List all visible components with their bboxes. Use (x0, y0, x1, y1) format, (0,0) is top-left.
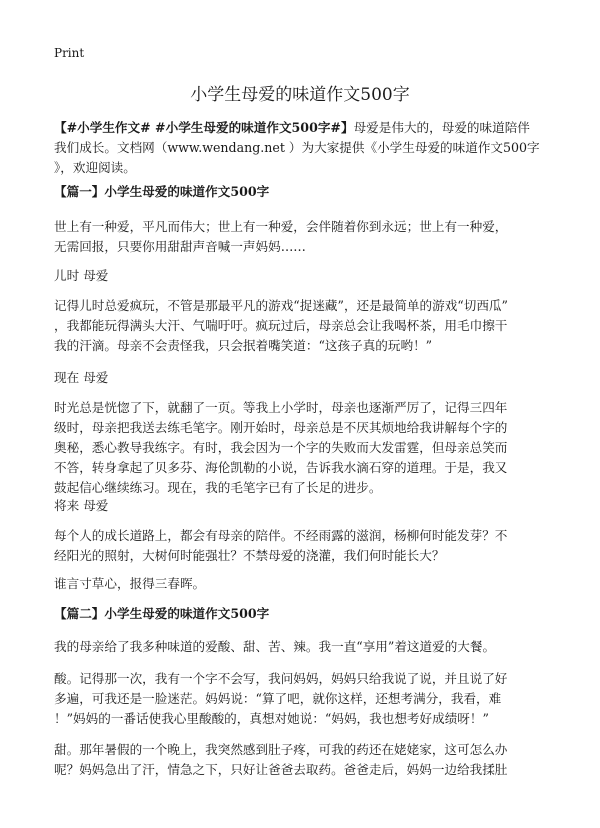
sec1-p3-line: 级时，母亲把我送去练毛笔字。刚开始时，母亲总是不厌其烦地给我讲解每个字的 (54, 420, 508, 435)
print-label: Print (54, 46, 85, 60)
sec2-p2-line: 酸。记得那一次，我有一个字不会写，我问妈妈，妈妈只给我说了说，并且说了好 (54, 671, 508, 686)
article-title: 小学生母爱的味道作文500字 (190, 85, 410, 105)
sec2-p2 (54, 669, 548, 729)
sec1-p2 (54, 296, 548, 356)
sec2-p1 (54, 637, 548, 657)
sec1-p4 (54, 526, 548, 566)
sec1-p4-line: 经阳光的照射，大树何时能强壮？不禁母爱的浇灌，我们何时能长大？ (54, 548, 445, 563)
sec1-p3-line: 时光总是恍惚了下，就翻了一页。等我上小学时，母亲也逐渐严厉了，记得三四年 (54, 400, 508, 415)
sec2-p3-line: 甜。那年暑假的一个晚上，我突然感到肚子疼，可我的药还在姥姥家，这可怎么办 (54, 742, 508, 757)
subheading-future: 将来 母爱 (54, 498, 109, 513)
sec2-p3-line: 呢？妈妈急出了汗，情急之下，只好让爸爸去取药。爸爸走后，妈妈一边给我揉肚 (54, 762, 508, 777)
intro-tag: 【#小学生作文# #小学生母爱的味道作文500字#】 (54, 120, 354, 135)
intro-line-1 (54, 118, 548, 138)
subheading-now: 现在 母爱 (54, 370, 109, 385)
sec1-p1-line: 世上有一种爱，平凡而伟大；世上有一种爱，会伴随着你到永远；世上有一种爱， (54, 219, 508, 234)
sec1-p5 (54, 574, 548, 594)
sec1-p3-line: 不答，转身拿起了贝多芬、海伦凯勒的小说，告诉我水滴石穿的道理。于是，我又 (54, 460, 508, 475)
sec1-p3 (54, 398, 548, 498)
sec2-p2-line: 多遍，可我还是一脸迷茫。妈妈说：“算了吧，就你这样，还想考满分，我看，难 (54, 691, 502, 706)
sec2-p3 (54, 740, 548, 780)
intro-line-3: 》，欢迎阅读。 (54, 160, 136, 175)
sec1-p3-line: 奥秘，悉心教导我练字。有时，我会因为一个字的失败而大发雷霆，但母亲总笑而 (54, 440, 508, 455)
sec1-p1-line: 无需回报，只要你用甜甜声音喊一声妈妈…… (54, 239, 306, 254)
sec1-p5-line: 谁言寸草心，报得三春晖。 (54, 576, 206, 591)
intro-paragraph (54, 118, 548, 178)
section-1-heading: 【篇一】小学生母爱的味道作文500字 (54, 184, 270, 199)
sec1-p4-line: 每个人的成长道路上，都会有母亲的陪伴。不经雨露的滋润，杨柳何时能发芽？不 (54, 528, 508, 543)
section-2-heading: 【篇二】小学生母爱的味道作文500字 (54, 606, 270, 621)
intro-text-1: 母爱是伟大的，母爱的味道陪伴 (353, 120, 530, 135)
sec1-p2-line: ，我都能玩得满头大汗、气喘吁吁。疯玩过后，母亲总会让我喝杯茶，用毛巾擦干 (54, 318, 508, 333)
sec1-p1 (54, 217, 548, 257)
subheading-childhood: 儿时 母爱 (54, 268, 109, 283)
sec1-p2-line: 记得儿时总爱疯玩，不管是那最平凡的游戏“捉迷藏”，还是最简单的游戏“切西瓜” (54, 298, 508, 313)
intro-line-2: 我们成长。文档网（www.wendang.net ）为大家提供《小学生母爱的味道作文500字 (54, 140, 540, 155)
sec1-p3-line: 鼓起信心继续练习。现在，我的毛笔字已有了长足的进步。 (54, 480, 382, 495)
sec1-p2-line: 我的汗滴。母亲不会责怪我，只会抿着嘴笑道：“这孩子真的玩哟！” (54, 338, 433, 353)
sec2-p2-line: ！”妈妈的一番话使我心里酸酸的，真想对她说：“妈妈，我也想考好成绩呀！” (54, 711, 489, 726)
sec2-p1-line: 我的母亲给了我多种味道的爱酸、甜、苦、辣。我一直“享用”着这道爱的大餐。 (54, 639, 496, 654)
